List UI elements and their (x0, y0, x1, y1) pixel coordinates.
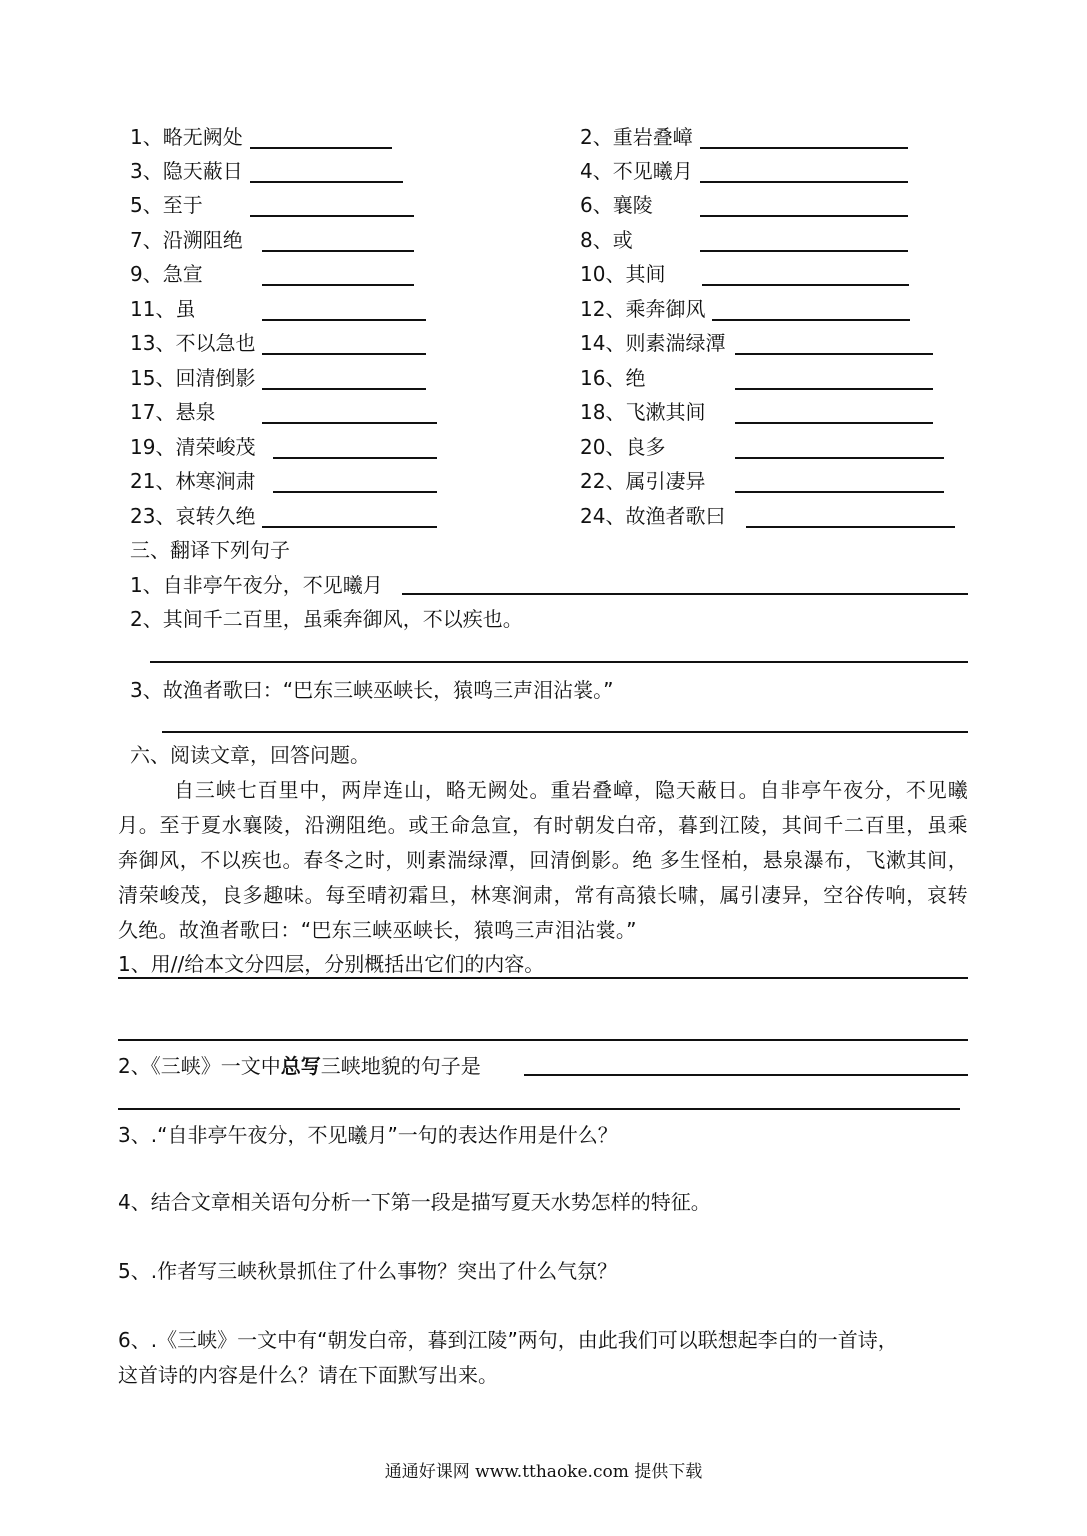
vocab-term: 24、故渔者歌曰 (580, 504, 726, 528)
reading-q3: 3、.“自非亭午夜分，不见曦月”一句的表达作用是什么？ (118, 1123, 618, 1147)
translate-heading: 三、翻译下列句子 (130, 538, 290, 562)
vocab-term: 8、或 (580, 228, 633, 252)
reading-q6-line1: 6、.《三峡》一文中有“朝发白帝，暮到江陵”两句，由此我们可以联想起李白的一首诗， (118, 1328, 898, 1352)
reading-q1: 1、用//给本文分四层，分别概括出它们的内容。 (118, 952, 545, 976)
answer-blank[interactable] (262, 284, 414, 286)
reading-q2-text: 三峡地貌的句子是 (320, 1054, 481, 1078)
vocab-term: 17、悬泉 (130, 400, 216, 424)
vocab-row (0, 294, 1087, 324)
vocab-term: 14、则素湍绿潭 (580, 331, 726, 355)
answer-blank[interactable] (262, 250, 414, 252)
vocab-term: 16、绝 (580, 366, 646, 390)
reading-q4: 4、结合文章相关语句分析一下第一段是描写夏天水势怎样的特征。 (118, 1190, 711, 1214)
vocab-term: 6、襄陵 (580, 193, 653, 217)
answer-blank[interactable] (262, 353, 426, 355)
answer-blank[interactable] (700, 215, 908, 217)
vocab-row (0, 363, 1087, 393)
answer-blank[interactable] (735, 457, 944, 459)
answer-blank[interactable] (746, 526, 955, 528)
answer-blank[interactable] (273, 457, 437, 459)
reading-q2-emphasis: 总写 (280, 1054, 321, 1078)
vocab-row (0, 190, 1087, 220)
answer-line[interactable] (524, 1074, 968, 1076)
reading-passage: 自三峡七百里中，两岸连山，略无阙处。重岩叠嶂，隐天蔽日。自非亭午夜分，不见曦月。至于夏水襄陵，沿溯阻绝。或王命急宣，有时朝发白帝，暮到江陵，其间千二百里，虽乘奔御风，不以疾也。春冬之时，则素湍绿潭，回清倒影。绝 多生怪柏，悬泉瀑布，飞漱其间，清荣峻茂，良多趣味。每至晴初霜旦，林寒涧肃，常有高猿长啸，属引凄异，空谷传响，哀转久绝。故渔者歌曰：“巴东三峡巫峡长，猿鸣三声泪沾裳。” (118, 778, 968, 942)
answer-blank[interactable] (712, 319, 910, 321)
vocab-term: 20、良多 (580, 435, 666, 459)
answer-line[interactable] (118, 977, 968, 979)
vocab-term: 22、属引凄异 (580, 469, 706, 493)
vocab-term: 7、沿溯阻绝 (130, 228, 243, 252)
vocab-term: 13、不以急也 (130, 331, 256, 355)
vocab-term: 2、重岩叠嶂 (580, 125, 693, 149)
translate-q3: 3、故渔者歌曰：“巴东三峡巫峡长，猿鸣三声泪沾裳。” (130, 678, 614, 702)
vocab-term: 18、飞漱其间 (580, 400, 706, 424)
footer-credit: 通通好课网 www.tthaoke.com 提供下载 (384, 1462, 703, 1482)
vocab-row (0, 156, 1087, 186)
translate-q2: 2、其间千二百里，虽乘奔御风，不以疾也。 (130, 607, 523, 631)
vocab-row (0, 466, 1087, 496)
vocab-term: 5、至于 (130, 193, 203, 217)
vocab-term: 10、其间 (580, 262, 666, 286)
answer-blank[interactable] (262, 526, 437, 528)
answer-blank[interactable] (250, 215, 414, 217)
vocab-row (0, 501, 1087, 531)
answer-line[interactable] (118, 1108, 960, 1110)
answer-blank[interactable] (735, 353, 933, 355)
vocab-term: 15、回清倒影 (130, 366, 256, 390)
translate-q1: 1、自非亭午夜分，不见曦月 (130, 573, 383, 597)
reading-q2 (118, 1051, 481, 1081)
answer-blank[interactable] (735, 491, 944, 493)
vocab-row (0, 122, 1087, 152)
vocab-row (0, 225, 1087, 255)
answer-blank[interactable] (735, 422, 933, 424)
vocab-term: 12、乘奔御风 (580, 297, 706, 321)
answer-line[interactable] (162, 731, 968, 733)
answer-blank[interactable] (262, 319, 426, 321)
answer-line[interactable] (150, 661, 968, 663)
answer-line[interactable] (402, 593, 968, 595)
answer-blank[interactable] (735, 388, 933, 390)
vocab-section (0, 0, 1087, 540)
vocab-term: 23、哀转久绝 (130, 504, 256, 528)
answer-blank[interactable] (700, 181, 908, 183)
answer-blank[interactable] (700, 250, 908, 252)
answer-line[interactable] (118, 1039, 968, 1041)
vocab-term: 1、略无阙处 (130, 125, 243, 149)
vocab-term: 19、清荣峻茂 (130, 435, 256, 459)
vocab-term: 4、不见曦月 (580, 159, 693, 183)
answer-blank[interactable] (702, 284, 909, 286)
reading-q2-text: 2、《三峡》一文中 (118, 1054, 281, 1078)
vocab-term: 9、急宣 (130, 262, 203, 286)
vocab-row (0, 328, 1087, 358)
vocab-row (0, 397, 1087, 427)
answer-blank[interactable] (700, 147, 908, 149)
vocab-row (0, 259, 1087, 289)
answer-blank[interactable] (250, 147, 392, 149)
vocab-row (0, 432, 1087, 462)
vocab-term: 11、虽 (130, 297, 196, 321)
answer-blank[interactable] (262, 388, 426, 390)
vocab-term: 3、隐天蔽日 (130, 159, 243, 183)
reading-heading: 六、阅读文章，回答问题。 (130, 743, 370, 767)
reading-q5: 5、.作者写三峡秋景抓住了什么事物？突出了什么气氛？ (118, 1259, 618, 1283)
answer-blank[interactable] (250, 181, 403, 183)
vocab-term: 21、林寒涧肃 (130, 469, 256, 493)
reading-q6-line2: 这首诗的内容是什么？请在下面默写出来。 (118, 1363, 498, 1387)
answer-blank[interactable] (273, 491, 437, 493)
answer-blank[interactable] (262, 422, 437, 424)
